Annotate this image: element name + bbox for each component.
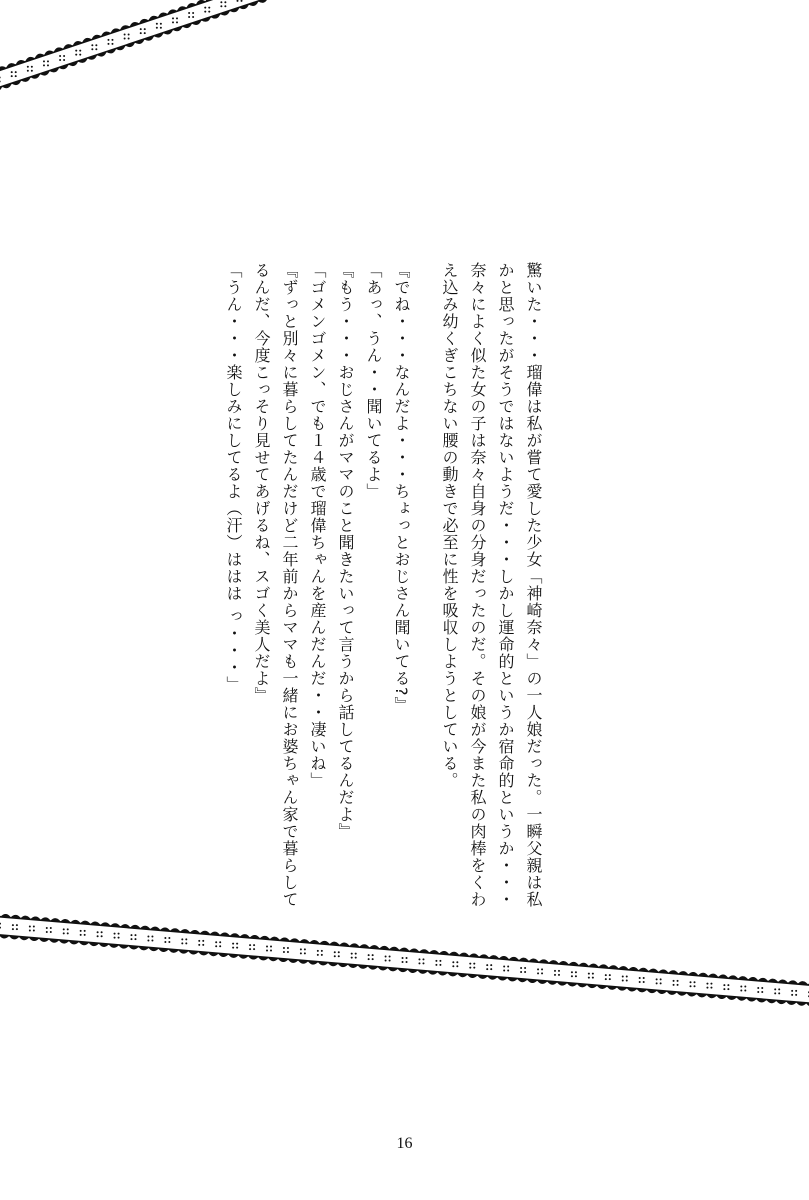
- narration-line: 奈々によく似た女の子は奈々自身の分身だったのだ。その娘が今また私の肉棒をくわ: [468, 262, 487, 908]
- dialogue-line: 「うん・・・楽しみにしてるよ（汗）ははは っ・・・」: [224, 262, 243, 694]
- page-number: 16: [396, 1135, 413, 1152]
- dialogue-line: 『もう・・・おじさんがママのこと聞きたいって言うから話してるんだよ』: [336, 262, 355, 840]
- narration-line: かと思ったがそうではないようだ・・・しかし運命的というか宿命的というか・・・: [496, 262, 515, 908]
- narration-line: え込み幼くぎこちない腰の動きで必至に性を吸収しようとしている。: [440, 262, 459, 789]
- narration-line: 驚いた・・・瑠偉は私が嘗て愛した少女「神崎奈々」の一人娘だった。一瞬父親は私: [524, 262, 543, 908]
- bottom-lace-border: [0, 913, 809, 1007]
- top-lace-border: [0, 0, 268, 91]
- dialogue-line: るんだ、今度こっそり見せてあげるね、スゴく美人だよ』: [252, 262, 271, 704]
- dialogue-line: 『ずっと別々に暮らしてたんだけど二年前からママも一緒にお婆ちゃん家で暮らして: [280, 262, 299, 908]
- dialogue-line: 『でね・・・なんだよ・・・ちょっとおじさん聞いてる?』: [392, 262, 411, 714]
- dialogue-line: 「ゴメンゴメン、でも１４歳で瑠偉ちゃんを産んだんだ・・凄いね」: [308, 262, 327, 789]
- dialogue-line: 「あっ、うん・・聞いてるよ」: [364, 262, 383, 500]
